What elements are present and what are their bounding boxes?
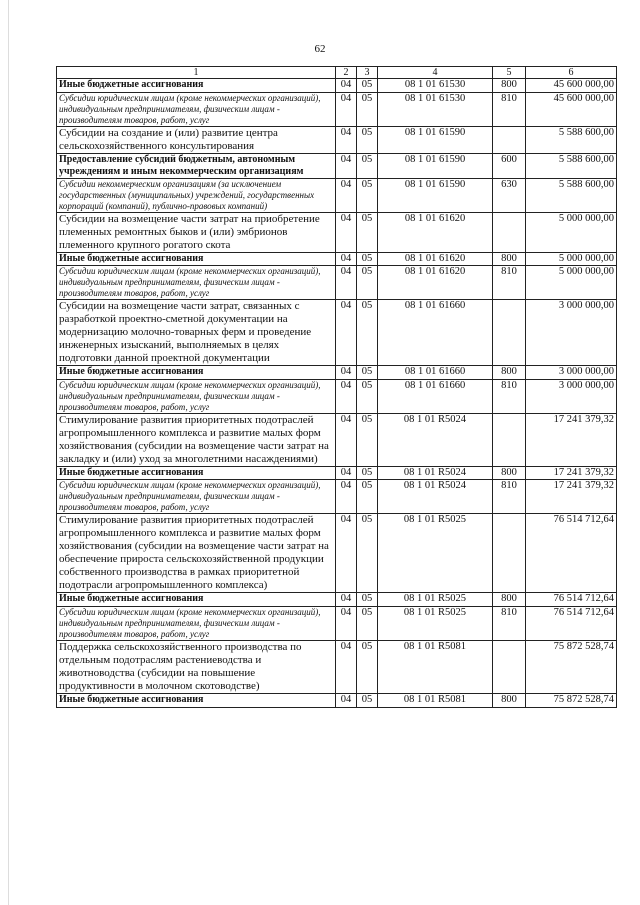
table-row [57,178,617,212]
table-row [57,379,617,413]
subsection-code-cell: 05 [357,178,378,212]
table-row [57,693,617,707]
target-article-cell: 08 1 01 61620 [378,212,493,252]
amount-cell: 5 000 000,00 [526,252,617,266]
header-cell: 5 [493,67,526,79]
expense-type-cell [493,640,526,693]
subsection-code-cell: 05 [357,693,378,707]
expense-type-cell [493,212,526,252]
amount-cell: 17 241 379,32 [526,480,617,514]
section-code-cell: 04 [336,379,357,413]
target-article-cell: 08 1 01 R5025 [378,593,493,607]
expense-type-cell: 800 [493,693,526,707]
expense-type-cell [493,126,526,153]
amount-cell: 5 000 000,00 [526,212,617,252]
item-name-cell: Иные бюджетные ассигнования [57,693,336,707]
table-row [57,606,617,640]
subsection-code-cell: 05 [357,266,378,300]
target-article-cell: 08 1 01 61620 [378,252,493,266]
item-name-cell: Субсидии на возмещение части затрат на приобретение племенных ремонтных быков и (или) эмбрионов племенного крупного рогатого скота [57,212,336,252]
table-row [57,252,617,266]
target-article-cell: 08 1 01 61660 [378,366,493,380]
item-name-cell: Предоставление субсидий бюджетным, автономным учреждениям и иным некоммерческим организациям [57,153,336,178]
target-article-cell: 08 1 01 61660 [378,379,493,413]
table-row [57,466,617,480]
target-article-cell: 08 1 01 61590 [378,126,493,153]
subsection-code-cell: 05 [357,593,378,607]
section-code-cell: 04 [336,466,357,480]
subsection-code-cell: 05 [357,300,378,366]
expense-type-cell: 810 [493,92,526,126]
amount-cell: 5 000 000,00 [526,266,617,300]
table-header-row [57,67,617,79]
subsection-code-cell: 05 [357,212,378,252]
subsection-code-cell: 05 [357,640,378,693]
expense-type-cell: 800 [493,466,526,480]
expense-type-cell [493,514,526,593]
amount-cell: 5 588 600,00 [526,178,617,212]
item-name-cell: Стимулирование развития приоритетных подотраслей агропромышленного комплекса и развитие малых форм хозяйствования (субсидии на возмещение части затрат на обеспечение прироста сельскохозяйственной продукции собственного производства в рамках приоритетной подотрасли агропромышленного комплекса) [57,514,336,593]
target-article-cell: 08 1 01 R5081 [378,640,493,693]
section-code-cell: 04 [336,153,357,178]
table-row [57,126,617,153]
section-code-cell: 04 [336,606,357,640]
amount-cell: 17 241 379,32 [526,413,617,466]
target-article-cell: 08 1 01 R5025 [378,606,493,640]
expense-type-cell [493,413,526,466]
subsection-code-cell: 05 [357,153,378,178]
expense-type-cell: 630 [493,178,526,212]
section-code-cell: 04 [336,266,357,300]
item-name-cell: Иные бюджетные ассигнования [57,593,336,607]
table-row [57,514,617,593]
section-code-cell: 04 [336,640,357,693]
table-row [57,413,617,466]
amount-cell: 17 241 379,32 [526,466,617,480]
subsection-code-cell: 05 [357,466,378,480]
section-code-cell: 04 [336,366,357,380]
section-code-cell: 04 [336,92,357,126]
subsection-code-cell: 05 [357,366,378,380]
amount-cell: 3 000 000,00 [526,366,617,380]
section-code-cell: 04 [336,126,357,153]
expense-type-cell: 800 [493,79,526,93]
section-code-cell: 04 [336,514,357,593]
section-code-cell: 04 [336,212,357,252]
item-name-cell: Субсидии на создание и (или) развитие центра сельскохозяйственного консультирования [57,126,336,153]
expense-type-cell [493,300,526,366]
table-row [57,593,617,607]
item-name-cell: Субсидии юридическим лицам (кроме некоммерческих организаций), индивидуальным предпринимателям, физическим лицам - производителям товаров, работ, услуг [57,92,336,126]
amount-cell: 76 514 712,64 [526,514,617,593]
amount-cell: 3 000 000,00 [526,300,617,366]
table-row [57,92,617,126]
item-name-cell: Иные бюджетные ассигнования [57,466,336,480]
subsection-code-cell: 05 [357,252,378,266]
expense-type-cell: 810 [493,480,526,514]
target-article-cell: 08 1 01 R5024 [378,413,493,466]
section-code-cell: 04 [336,178,357,212]
amount-cell: 45 600 000,00 [526,79,617,93]
target-article-cell: 08 1 01 61530 [378,92,493,126]
target-article-cell: 08 1 01 R5024 [378,466,493,480]
amount-cell: 45 600 000,00 [526,92,617,126]
header-cell: 4 [378,67,493,79]
section-code-cell: 04 [336,413,357,466]
expense-type-cell: 810 [493,379,526,413]
subsection-code-cell: 05 [357,379,378,413]
item-name-cell: Субсидии на возмещение части затрат, связанных с разработкой проектно-сметной документации на модернизацию молочно-товарных ферм и проведение инженерных изысканий, выполняемых в целях подготовки данной проектной документации [57,300,336,366]
expense-type-cell: 810 [493,266,526,300]
amount-cell: 3 000 000,00 [526,379,617,413]
table-row [57,212,617,252]
section-code-cell: 04 [336,480,357,514]
section-code-cell: 04 [336,693,357,707]
header-cell: 1 [57,67,336,79]
amount-cell: 5 588 600,00 [526,153,617,178]
item-name-cell: Иные бюджетные ассигнования [57,79,336,93]
header-cell: 6 [526,67,617,79]
subsection-code-cell: 05 [357,92,378,126]
item-name-cell: Субсидии юридическим лицам (кроме некоммерческих организаций), индивидуальным предпринимателям, физическим лицам - производителям товаров, работ, услуг [57,379,336,413]
expense-type-cell: 800 [493,366,526,380]
table-row [57,79,617,93]
item-name-cell: Субсидии юридическим лицам (кроме некоммерческих организаций), индивидуальным предпринимателям, физическим лицам - производителям товаров, работ, услуг [57,480,336,514]
subsection-code-cell: 05 [357,480,378,514]
item-name-cell: Стимулирование развития приоритетных подотраслей агропромышленного комплекса и развитие малых форм хозяйствования (субсидии на возмещение части затрат на закладку и (или) уход за многолетними насаждениями) [57,413,336,466]
amount-cell: 76 514 712,64 [526,606,617,640]
target-article-cell: 08 1 01 61660 [378,300,493,366]
target-article-cell: 08 1 01 61590 [378,153,493,178]
expense-type-cell: 800 [493,593,526,607]
table-row [57,480,617,514]
target-article-cell: 08 1 01 61530 [378,79,493,93]
target-article-cell: 08 1 01 61620 [378,266,493,300]
target-article-cell: 08 1 01 R5024 [378,480,493,514]
table-row [57,366,617,380]
expense-type-cell: 810 [493,606,526,640]
table-row [57,300,617,366]
subsection-code-cell: 05 [357,413,378,466]
section-code-cell: 04 [336,300,357,366]
item-name-cell: Иные бюджетные ассигнования [57,366,336,380]
section-code-cell: 04 [336,79,357,93]
amount-cell: 5 588 600,00 [526,126,617,153]
header-cell: 3 [357,67,378,79]
target-article-cell: 08 1 01 61590 [378,178,493,212]
amount-cell: 75 872 528,74 [526,640,617,693]
budget-table [56,66,617,708]
table-row [57,266,617,300]
section-code-cell: 04 [336,252,357,266]
subsection-code-cell: 05 [357,79,378,93]
amount-cell: 75 872 528,74 [526,693,617,707]
expense-type-cell: 800 [493,252,526,266]
page-edge-shadow [8,0,9,905]
item-name-cell: Субсидии некоммерческим организациям (за исключением государственных (муниципальных) учреждений, государственных корпораций (компаний), публично-правовых компаний) [57,178,336,212]
target-article-cell: 08 1 01 R5025 [378,514,493,593]
item-name-cell: Иные бюджетные ассигнования [57,252,336,266]
target-article-cell: 08 1 01 R5081 [378,693,493,707]
table-row [57,153,617,178]
item-name-cell: Поддержка сельскохозяйственного производства по отдельным подотраслям растениеводства и животноводства (субсидии на повышение продуктивности в молочном скотоводстве) [57,640,336,693]
amount-cell: 76 514 712,64 [526,593,617,607]
section-code-cell: 04 [336,593,357,607]
page-number: 62 [314,43,326,55]
item-name-cell: Субсидии юридическим лицам (кроме некоммерческих организаций), индивидуальным предпринимателям, физическим лицам - производителям товаров, работ, услуг [57,606,336,640]
header-cell: 2 [336,67,357,79]
subsection-code-cell: 05 [357,514,378,593]
expense-type-cell: 600 [493,153,526,178]
subsection-code-cell: 05 [357,606,378,640]
item-name-cell: Субсидии юридическим лицам (кроме некоммерческих организаций), индивидуальным предпринимателям, физическим лицам - производителям товаров, работ, услуг [57,266,336,300]
table-row [57,640,617,693]
subsection-code-cell: 05 [357,126,378,153]
